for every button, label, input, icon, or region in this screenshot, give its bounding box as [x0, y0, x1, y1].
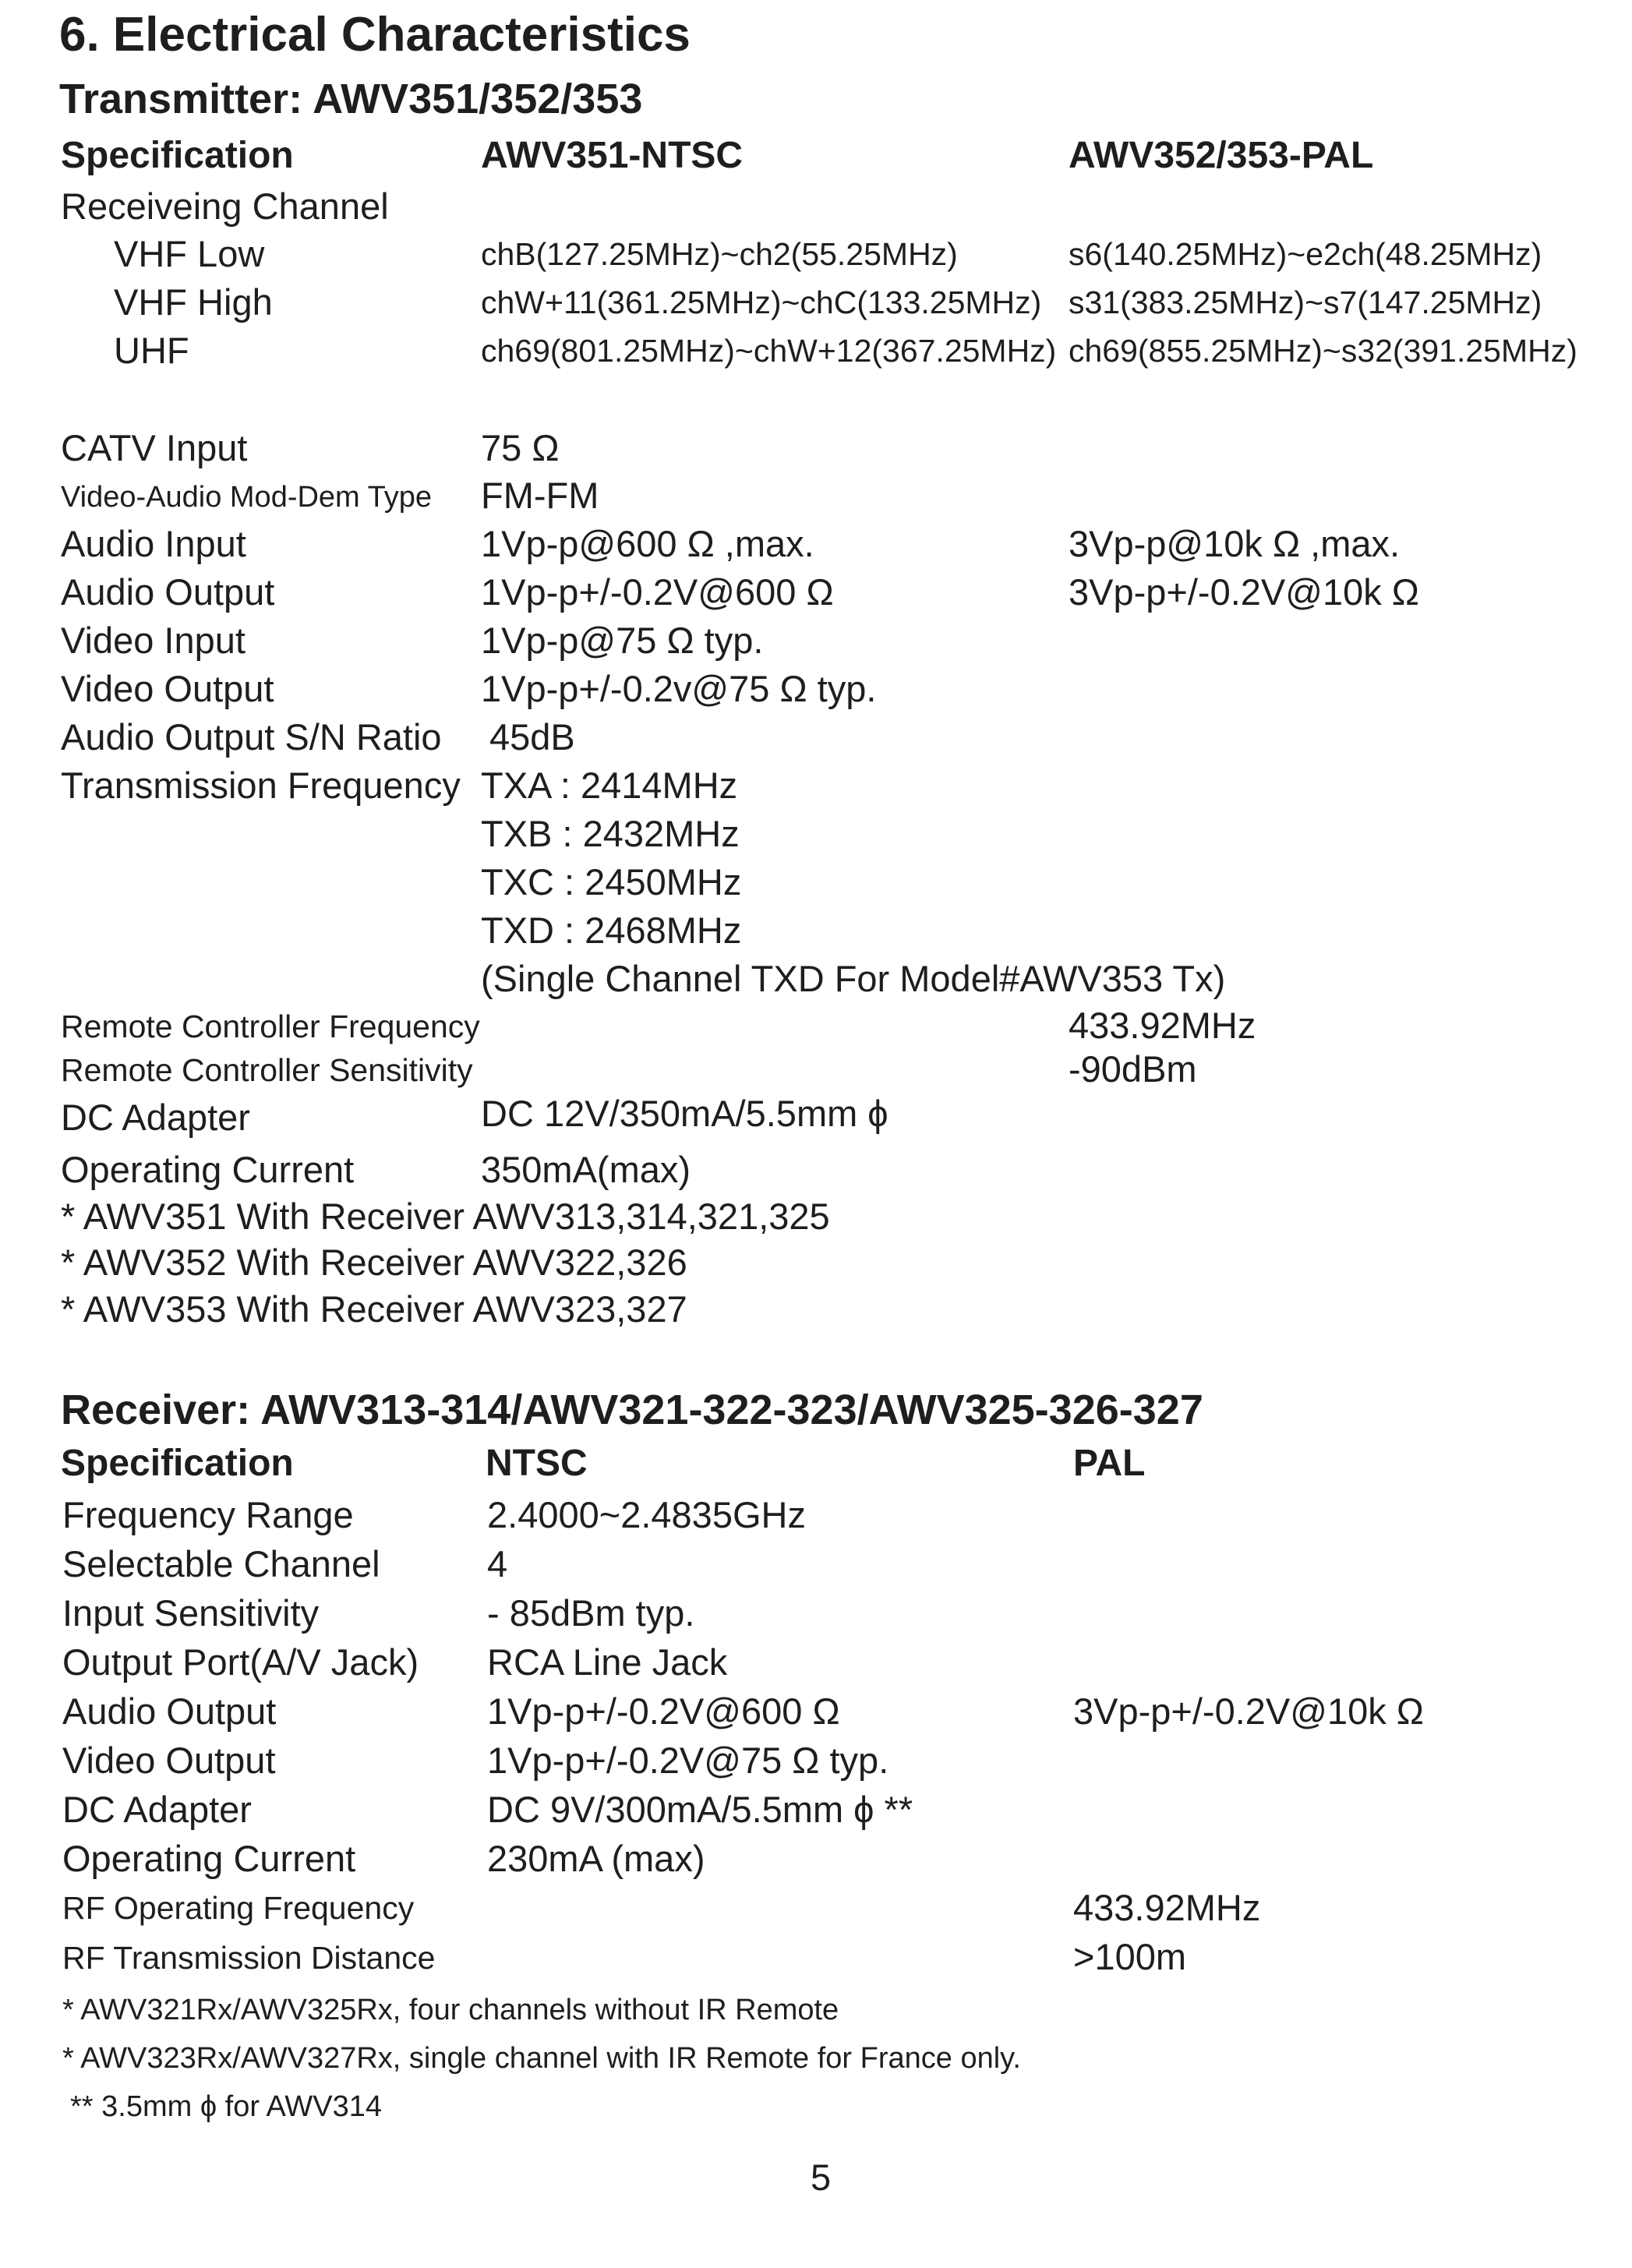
vhf-low-label: VHF Low — [114, 233, 265, 274]
catv-input-value: 75 Ω — [481, 427, 560, 468]
receiver-heading: Receiver: AWV313-314/AWV321-322-323/AWV325-326-327 — [61, 1387, 1203, 1433]
rx-note: ** 3.5mm ϕ for AWV314 — [70, 2090, 383, 2123]
input-sens-label: Input Sensitivity — [62, 1592, 320, 1634]
tx-col-ntsc: AWV351-NTSC — [481, 135, 744, 176]
tx-audio-output-pal: 3Vp-p+/-0.2V@10k Ω — [1069, 571, 1419, 613]
rx-video-output-label: Video Output — [62, 1740, 276, 1781]
input-sens-value: - 85dBm typ. — [487, 1592, 695, 1634]
rx-col-ntsc: NTSC — [486, 1443, 588, 1484]
tx-op-current-label: Operating Current — [61, 1149, 355, 1190]
rf-freq-value: 433.92MHz — [1073, 1887, 1261, 1928]
vhf-high-ntsc: chW+11(361.25MHz)~chC(133.25MHz) — [481, 284, 1042, 320]
tx-op-current-value: 350mA(max) — [481, 1149, 691, 1190]
freq-range-label: Frequency Range — [62, 1494, 354, 1535]
rf-distance-value: >100m — [1073, 1936, 1187, 1977]
tx-video-output-label: Video Output — [61, 668, 274, 709]
tx-col-pal: AWV352/353-PAL — [1069, 135, 1374, 176]
tx-note: * AWV351 With Receiver AWV313,314,321,325 — [61, 1196, 830, 1237]
rf-freq-label: RF Operating Frequency — [62, 1890, 415, 1926]
catv-input-label: CATV Input — [61, 427, 248, 468]
tx-spec-label: Specification — [61, 135, 294, 176]
remote-freq-value: 433.92MHz — [1069, 1005, 1256, 1046]
tx-dc-adapter-label: DC Adapter — [61, 1097, 250, 1138]
rx-col-pal: PAL — [1073, 1443, 1146, 1484]
mod-dem-value: FM-FM — [481, 475, 599, 516]
rx-audio-output-pal: 3Vp-p+/-0.2V@10k Ω — [1073, 1690, 1424, 1732]
uhf-pal: ch69(855.25MHz)~s32(391.25MHz) — [1069, 333, 1577, 369]
tx-audio-output-label: Audio Output — [61, 571, 275, 613]
rx-op-current-value: 230mA (max) — [487, 1838, 705, 1879]
transmitter-heading: Transmitter: AWV351/352/353 — [59, 76, 643, 122]
tx-freq-txb: TXB : 2432MHz — [481, 813, 740, 854]
tx-note: * AWV352 With Receiver AWV322,326 — [61, 1242, 687, 1283]
tx-audio-output-ntsc: 1Vp-p+/-0.2V@600 Ω — [481, 571, 834, 613]
rx-audio-output-label: Audio Output — [62, 1690, 277, 1732]
rx-video-output-value: 1Vp-p+/-0.2V@75 Ω typ. — [487, 1740, 889, 1781]
tx-freq-txa: TXA : 2414MHz — [481, 765, 738, 806]
rx-note: * AWV321Rx/AWV325Rx, four channels without IR Remote — [62, 1994, 839, 2026]
tx-note: * AWV353 With Receiver AWV323,327 — [61, 1288, 687, 1330]
sn-ratio-value: 45dB — [489, 716, 575, 758]
output-port-label: Output Port(A/V Jack) — [62, 1641, 419, 1683]
tx-video-output-value: 1Vp-p+/-0.2v@75 Ω typ. — [481, 668, 877, 709]
rx-dc-adapter-value: DC 9V/300mA/5.5mm ϕ ** — [487, 1789, 913, 1830]
sel-channel-label: Selectable Channel — [62, 1543, 380, 1584]
vhf-low-pal: s6(140.25MHz)~e2ch(48.25MHz) — [1069, 236, 1542, 272]
vhf-low-ntsc: chB(127.25MHz)~ch2(55.25MHz) — [481, 236, 958, 272]
mod-dem-label: Video-Audio Mod-Dem Type — [61, 481, 432, 514]
tx-freq-txd: TXD : 2468MHz — [481, 910, 742, 951]
freq-range-value: 2.4000~2.4835GHz — [487, 1494, 806, 1535]
rx-op-current-label: Operating Current — [62, 1838, 356, 1879]
output-port-value: RCA Line Jack — [487, 1641, 728, 1683]
rx-spec-label: Specification — [61, 1443, 294, 1484]
rf-distance-label: RF Transmission Distance — [62, 1940, 436, 1976]
vhf-high-pal: s31(383.25MHz)~s7(147.25MHz) — [1069, 284, 1542, 320]
rx-dc-adapter-label: DC Adapter — [62, 1789, 252, 1830]
rx-audio-output-ntsc: 1Vp-p+/-0.2V@600 Ω — [487, 1690, 840, 1732]
uhf-ntsc: ch69(801.25MHz)~chW+12(367.25MHz) — [481, 333, 1057, 369]
tx-freq-txc: TXC : 2450MHz — [481, 861, 742, 903]
tx-dc-adapter-value: DC 12V/350mA/5.5mm ϕ — [481, 1093, 888, 1134]
sel-channel-value: 4 — [487, 1543, 508, 1584]
sn-ratio-label: Audio Output S/N Ratio — [61, 716, 442, 758]
tx-audio-input-pal: 3Vp-p@10k Ω ,max. — [1069, 523, 1401, 564]
rx-note: * AWV323Rx/AWV327Rx, single channel with IR Remote for France only. — [62, 2042, 1021, 2075]
tx-audio-input-ntsc: 1Vp-p@600 Ω ,max. — [481, 523, 814, 564]
uhf-label: UHF — [114, 330, 189, 371]
remote-sens-label: Remote Controller Sensitivity — [61, 1052, 473, 1088]
tx-freq-note: (Single Channel TXD For Model#AWV353 Tx) — [481, 958, 1226, 999]
page-title: 6. Electrical Characteristics — [59, 8, 691, 62]
vhf-high-label: VHF High — [114, 281, 273, 323]
tx-video-input-value: 1Vp-p@75 Ω typ. — [481, 620, 764, 661]
tx-video-input-label: Video Input — [61, 620, 246, 661]
tx-audio-input-label: Audio Input — [61, 523, 246, 564]
receiving-channel-label: Receiveing Channel — [61, 185, 389, 227]
page-number: 5 — [811, 2157, 832, 2198]
tx-freq-label: Transmission Frequency — [61, 765, 461, 806]
remote-freq-label: Remote Controller Frequency — [61, 1009, 480, 1044]
remote-sens-value: -90dBm — [1069, 1048, 1197, 1090]
